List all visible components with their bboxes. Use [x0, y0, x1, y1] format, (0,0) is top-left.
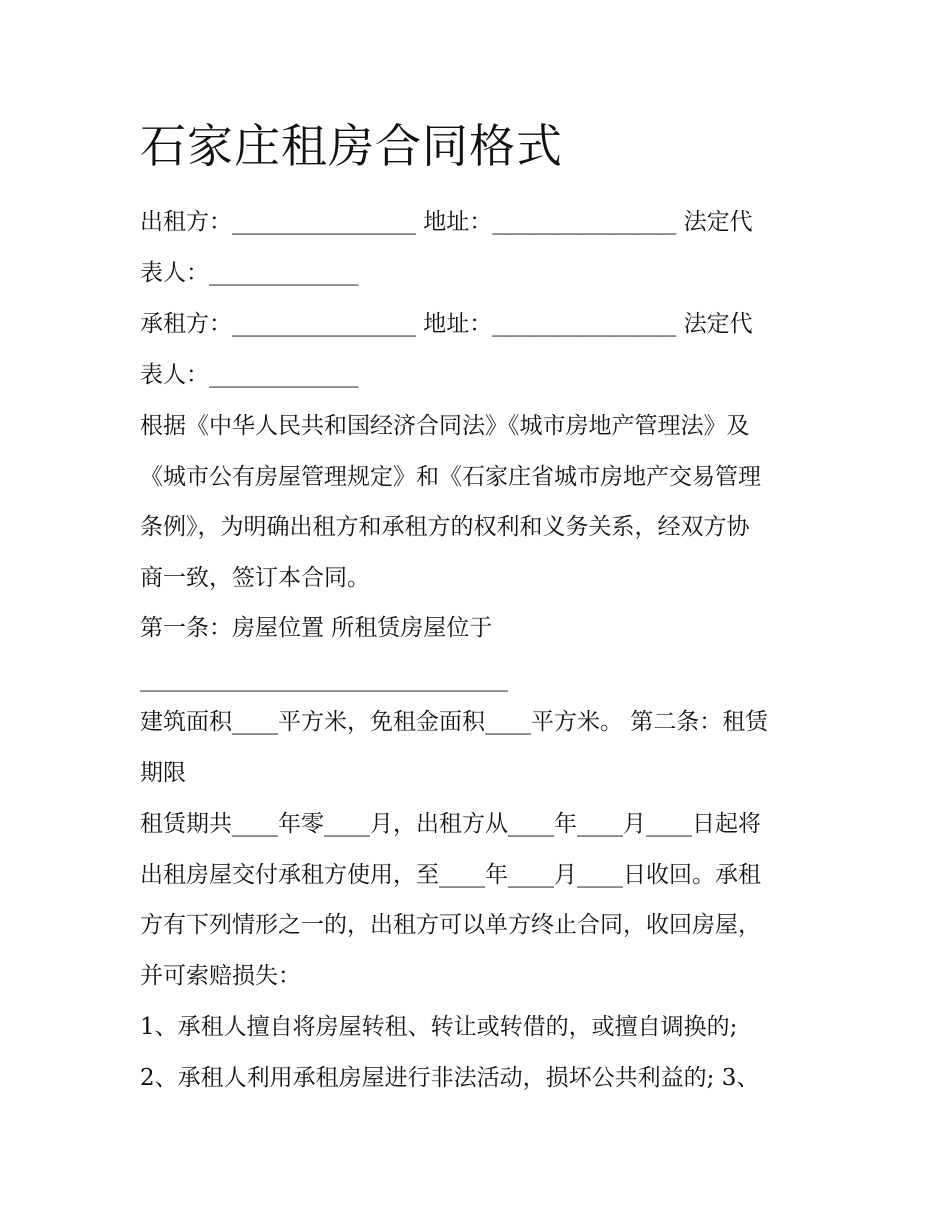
term-heading-line: 期限 — [140, 760, 186, 786]
preamble-line-2: 《城市公有房屋管理规定》和《石家庄省城市房地产交易管理 — [140, 464, 761, 490]
lessor-line: 出租方：________________ 地址：________________ 法定代 — [140, 209, 753, 235]
lessee-rep-line: 表人：_____________ — [140, 362, 359, 388]
term-line-4: 并可索赔损失： — [140, 963, 301, 989]
term-line-1: 租赁期共____年零____月，出租方从____年____月____日起将 — [140, 811, 761, 837]
lessor-rep-line: 表人：_____________ — [140, 260, 359, 286]
preamble-line-3: 条例》，为明确出租方和承租方的权利和义务关系，经双方协 — [140, 514, 750, 540]
document-title: 石家庄租房合同格式 — [140, 119, 563, 173]
area-line: 建筑面积____平方米，免租金面积____平方米。 第二条：租赁 — [140, 709, 769, 735]
term-line-2: 出租房屋交付承租方使用，至____年____月____日收回。承租 — [140, 862, 761, 888]
location-blank-line: ________________________________ — [140, 666, 508, 692]
clause-1-line: 1、承租人擅自将房屋转租、转让或转借的，或擅自调换的; — [140, 1014, 738, 1040]
lessee-line: 承租方：________________ 地址：________________ 法定代 — [140, 311, 753, 337]
preamble-line-1: 根据《中华人民共和国经济合同法》《城市房地产管理法》及 — [140, 413, 750, 439]
term-line-3: 方有下列情形之一的，出租方可以单方终止合同，收回房屋， — [140, 912, 761, 938]
article-1-line: 第一条：房屋位置 所租赁房屋位于 — [140, 615, 493, 641]
preamble-line-4: 商一致，签订本合同。 — [140, 565, 370, 591]
clause-2-line: 2、承租人利用承租房屋进行非法活动，损坏公共利益的; 3、 — [140, 1065, 760, 1091]
